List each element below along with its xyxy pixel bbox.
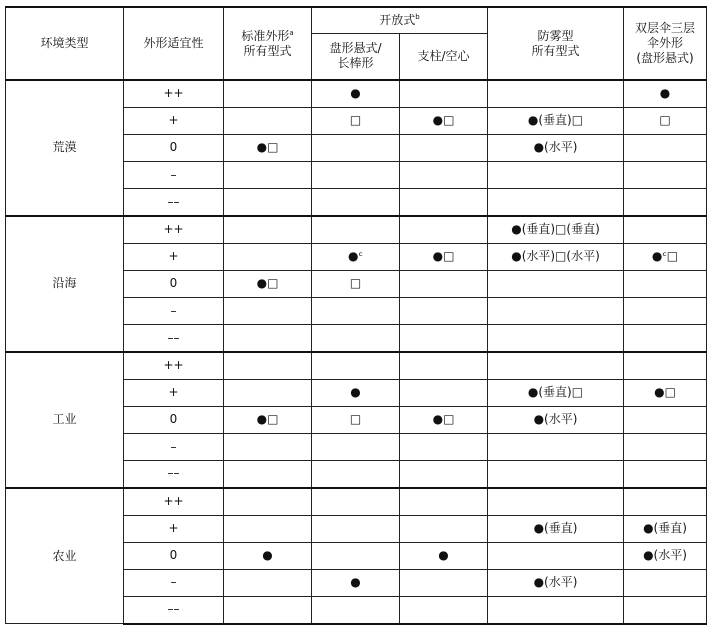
open-disc-cell — [312, 352, 400, 379]
open-disc-cell: □ — [312, 406, 400, 433]
table-row — [6, 352, 707, 379]
open-disc-cell — [312, 433, 400, 460]
suitability-cell: –– — [124, 189, 224, 216]
open-disc-cell: ● — [312, 379, 400, 406]
header-row-1 — [6, 7, 707, 33]
double-shed-cell — [624, 461, 707, 488]
env-type-cell: 工业 — [6, 352, 124, 488]
open-post-cell — [400, 569, 488, 596]
open-disc-cell: ● — [312, 569, 400, 596]
open-post-cell — [400, 162, 488, 189]
antifog-cell — [488, 189, 624, 216]
standard-cell — [224, 216, 312, 243]
open-post-cell — [400, 189, 488, 216]
standard-cell: ●□ — [224, 270, 312, 297]
open-disc-cell — [312, 189, 400, 216]
header-standard: 标准外形$^a$ 所有型式 — [224, 7, 312, 80]
open-disc-cell — [312, 134, 400, 161]
suitability-cell: – — [124, 162, 224, 189]
double-shed-cell: ●(水平) — [624, 542, 707, 569]
env-type-cell: 沿海 — [6, 216, 124, 352]
standard-cell — [224, 488, 312, 515]
open-disc-cell — [312, 597, 400, 624]
open-post-cell — [400, 134, 488, 161]
antifog-cell — [488, 433, 624, 460]
header-double-shed: 双层伞三层 伞外形 (盘形悬式) — [624, 7, 707, 80]
standard-cell — [224, 352, 312, 379]
suitability-cell: – — [124, 298, 224, 325]
suitability-cell: 0 — [124, 406, 224, 433]
suitability-cell: + — [124, 107, 224, 134]
double-shed-cell — [624, 189, 707, 216]
double-shed-cell — [624, 216, 707, 243]
open-post-cell — [400, 433, 488, 460]
open-post-cell — [400, 270, 488, 297]
antifog-cell: ●(垂直)□ — [488, 107, 624, 134]
double-shed-cell — [624, 597, 707, 624]
double-shed-cell: □ — [624, 107, 707, 134]
standard-cell — [224, 107, 312, 134]
standard-cell — [224, 325, 312, 352]
open-disc-cell — [312, 216, 400, 243]
double-shed-cell — [624, 298, 707, 325]
open-disc-cell: ● — [312, 80, 400, 107]
antifog-cell — [488, 162, 624, 189]
antifog-cell: ●(水平)□(水平) — [488, 243, 624, 270]
standard-cell — [224, 433, 312, 460]
open-disc-cell: □ — [312, 270, 400, 297]
standard-cell — [224, 461, 312, 488]
open-disc-cell — [312, 461, 400, 488]
suitability-cell: + — [124, 243, 224, 270]
suitability-cell: + — [124, 515, 224, 542]
antifog-cell — [488, 80, 624, 107]
standard-cell — [224, 189, 312, 216]
suitability-cell: –– — [124, 461, 224, 488]
header-suitability: 外形适宜性 — [124, 7, 224, 80]
standard-cell — [224, 379, 312, 406]
double-shed-cell: ●ᶜ□ — [624, 243, 707, 270]
open-post-cell — [400, 325, 488, 352]
suitability-cell: – — [124, 569, 224, 596]
open-post-cell — [400, 80, 488, 107]
standard-cell — [224, 243, 312, 270]
antifog-cell — [488, 325, 624, 352]
double-shed-cell — [624, 406, 707, 433]
open-post-cell — [400, 488, 488, 515]
open-post-cell: ●□ — [400, 107, 488, 134]
standard-cell — [224, 80, 312, 107]
table-row — [6, 488, 707, 515]
open-disc-cell — [312, 325, 400, 352]
suitability-cell: ++ — [124, 488, 224, 515]
antifog-cell — [488, 270, 624, 297]
suitability-cell: –– — [124, 597, 224, 624]
suitability-cell: –– — [124, 325, 224, 352]
antifog-cell — [488, 298, 624, 325]
open-disc-cell — [312, 298, 400, 325]
open-disc-cell: ●ᶜ — [312, 243, 400, 270]
open-post-cell — [400, 515, 488, 542]
antifog-cell — [488, 597, 624, 624]
double-shed-cell — [624, 569, 707, 596]
double-shed-cell — [624, 270, 707, 297]
header-open-post: 支柱/空心 — [400, 33, 488, 80]
standard-cell — [224, 298, 312, 325]
header-open: 开放式$^b$ — [312, 7, 488, 33]
antifog-cell — [488, 488, 624, 515]
open-post-cell — [400, 216, 488, 243]
suitability-cell: 0 — [124, 270, 224, 297]
double-shed-cell — [624, 352, 707, 379]
antifog-cell: ●(垂直)□ — [488, 379, 624, 406]
suitability-cell: 0 — [124, 542, 224, 569]
antifog-cell: ●(水平) — [488, 134, 624, 161]
antifog-cell: ●(水平) — [488, 406, 624, 433]
standard-cell: ●□ — [224, 134, 312, 161]
antifog-cell — [488, 352, 624, 379]
double-shed-cell — [624, 134, 707, 161]
suitability-cell: ++ — [124, 80, 224, 107]
open-disc-cell — [312, 515, 400, 542]
standard-cell — [224, 162, 312, 189]
open-post-cell: ● — [400, 542, 488, 569]
env-type-cell: 农业 — [6, 488, 124, 624]
env-type-cell: 荒漠 — [6, 80, 124, 216]
antifog-cell — [488, 542, 624, 569]
standard-cell: ●□ — [224, 406, 312, 433]
standard-cell — [224, 515, 312, 542]
insulator-suitability-table — [5, 6, 707, 625]
double-shed-cell — [624, 433, 707, 460]
open-disc-cell: □ — [312, 107, 400, 134]
double-shed-cell: ● — [624, 80, 707, 107]
suitability-cell: ++ — [124, 216, 224, 243]
antifog-cell — [488, 461, 624, 488]
suitability-cell: + — [124, 379, 224, 406]
open-post-cell — [400, 298, 488, 325]
standard-cell — [224, 597, 312, 624]
antifog-cell: ●(垂直)□(垂直) — [488, 216, 624, 243]
open-disc-cell — [312, 542, 400, 569]
double-shed-cell — [624, 325, 707, 352]
header-antifog: 防雾型 所有型式 — [488, 7, 624, 80]
open-post-cell: ●□ — [400, 406, 488, 433]
double-shed-cell: ●□ — [624, 379, 707, 406]
antifog-cell: ●(水平) — [488, 569, 624, 596]
header-open-disc: 盘形悬式/ 长棒形 — [312, 33, 400, 80]
open-post-cell: ●□ — [400, 243, 488, 270]
open-post-cell — [400, 597, 488, 624]
suitability-cell: ++ — [124, 352, 224, 379]
standard-cell: ● — [224, 542, 312, 569]
double-shed-cell: ●(垂直) — [624, 515, 707, 542]
double-shed-cell — [624, 162, 707, 189]
header-env-type: 环境类型 — [6, 7, 124, 80]
double-shed-cell — [624, 488, 707, 515]
table-row — [6, 216, 707, 243]
suitability-cell: – — [124, 433, 224, 460]
open-disc-cell — [312, 162, 400, 189]
standard-cell — [224, 569, 312, 596]
table-row — [6, 80, 707, 107]
suitability-cell: 0 — [124, 134, 224, 161]
open-disc-cell — [312, 488, 400, 515]
open-post-cell — [400, 461, 488, 488]
open-post-cell — [400, 352, 488, 379]
antifog-cell: ●(垂直) — [488, 515, 624, 542]
open-post-cell — [400, 379, 488, 406]
